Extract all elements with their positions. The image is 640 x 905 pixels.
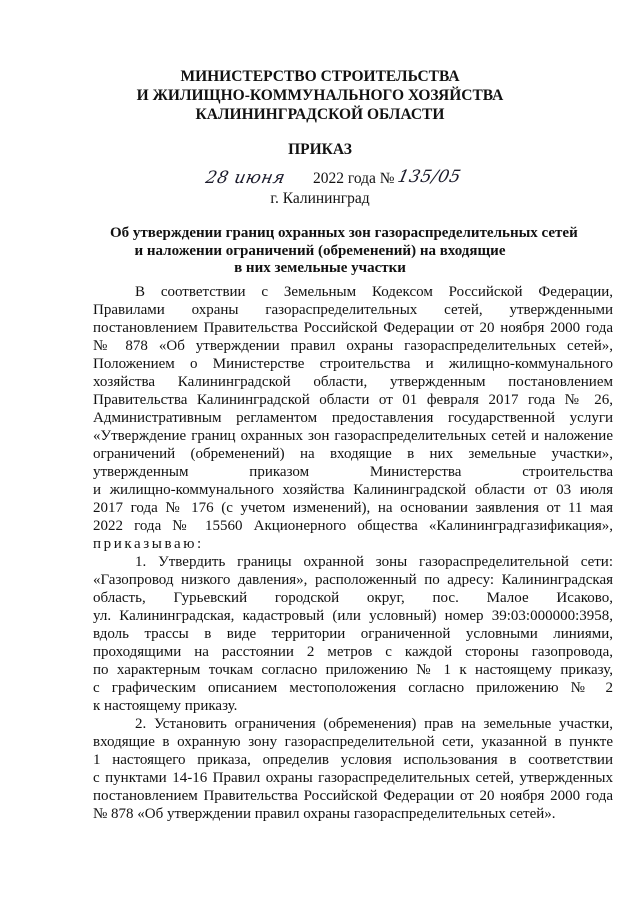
- body-line: постановлением Правительства Российской Федерации от 20 ноября 2000 года: [93, 320, 613, 336]
- body-line: Положением о Министерстве строительства и жилищно-коммунального: [93, 356, 613, 372]
- body-line: постановлением Правительства Российской Федерации от 20 ноября 2000 года: [93, 788, 613, 804]
- body-line: и жилищно-коммунального хозяйства Калининградской области от 03 июля: [93, 482, 613, 498]
- body-line: по характерным точкам согласно приложению № 1 к настоящему приказу,: [93, 662, 613, 678]
- body-line: № 878 «Об утверждении правил охраны газораспределительных сетей».: [93, 806, 556, 822]
- city: г. Калининград: [270, 190, 370, 207]
- body-line: 1. Утвердить границы охранной зоны газораспределительной сети:: [135, 554, 613, 570]
- document-title: [110, 225, 578, 278]
- title-line: в них земельные участки: [234, 260, 406, 276]
- date-line-printed: 2022 года №: [313, 170, 395, 187]
- ministry-name-line-1: МИНИСТЕРСТВО СТРОИТЕЛЬСТВА: [180, 68, 460, 85]
- body-line: В соответствии с Земельным Кодексом Российской Федерации,: [135, 284, 613, 300]
- body-line: область, Гурьевский городской округ, пос. Малое Исаково,: [93, 590, 613, 606]
- body-line: вдоль трассы в виде территории ограниченной условными линиями,: [93, 626, 613, 642]
- handwritten-number: 135/05: [395, 167, 463, 187]
- handwritten-date: 28 июня: [203, 168, 288, 188]
- title-line: и наложении ограничений (обременений) на входящие: [134, 242, 506, 259]
- ministry-name-line-2: И ЖИЛИЩНО-КОММУНАЛЬНОГО ХОЗЯЙСТВА: [136, 87, 504, 104]
- body-line: «Утверждение границ охранных зон газораспределительных сетей и наложение: [93, 428, 613, 444]
- body-line: входящие в охранную зону газораспределительной сети, указанной в пункте: [93, 734, 613, 750]
- body-line: ограничений (обременений) на входящие в них земельные участки»,: [93, 446, 613, 462]
- body-line: Административным регламентом предоставления государственной услуги: [93, 410, 613, 426]
- body-line: № 878 «Об утверждении правил охраны газораспределительных сетей»,: [93, 338, 613, 354]
- body-line: с пунктами 14-16 Правил охраны газораспределительных сетей, утвержденных: [93, 770, 613, 786]
- ministry-name-line-3: КАЛИНИНГРАДСКОЙ ОБЛАСТИ: [195, 106, 445, 123]
- document-body: [93, 283, 613, 823]
- body-line: 1 настоящего приказа, определив условия использования в соответствии: [93, 752, 613, 768]
- body-line: с графическим описанием местоположения согласно приложению № 2: [93, 680, 613, 696]
- body-line: 2022 года № 15560 Акционерного общества «Калининградгазификация»,: [93, 518, 613, 534]
- body-line: приказываю:: [93, 536, 204, 552]
- body-line: утвержденным приказом Министерства строительства: [93, 464, 613, 480]
- body-line: ул. Калининградская, кадастровый (или условный) номер 39:03:000000:3958,: [93, 608, 613, 624]
- date-line: [0, 168, 640, 190]
- body-line: к настоящему приказу.: [93, 698, 238, 714]
- body-line: «Газопровод низкого давления», расположенный по адресу: Калининградская: [93, 572, 613, 588]
- body-line: 2017 года № 176 (с учетом изменений), на основании заявления от 11 мая: [93, 500, 613, 516]
- title-line: Об утверждении границ охранных зон газораспределительных сетей: [110, 225, 578, 241]
- body-line: 2. Установить ограничения (обременения) прав на земельные участки,: [135, 716, 613, 732]
- document-type: ПРИКАЗ: [288, 141, 352, 158]
- body-line: Правительства Калининградской области от 01 февраля 2017 года № 26,: [93, 392, 613, 408]
- body-line: проходящими на расстоянии 2 метров с каждой стороны газопровода,: [93, 644, 613, 660]
- body-line: хозяйства Калининградской области, утвержденным постановлением: [93, 374, 613, 390]
- body-line: Правилами охраны газораспределительных сетей, утвержденными: [93, 302, 613, 318]
